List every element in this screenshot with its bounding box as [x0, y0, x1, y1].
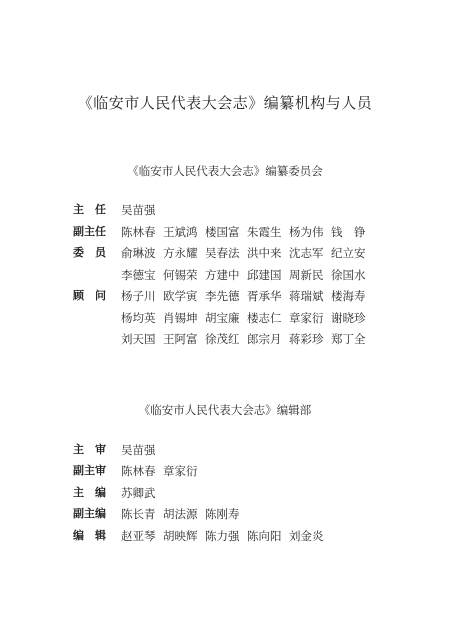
- person-name: 陈长青: [121, 507, 156, 521]
- person-name: 杨子川: [121, 289, 156, 303]
- person-name: 刘金炎: [289, 529, 324, 543]
- person-name: 肖锡坤: [163, 310, 198, 325]
- person-name: 刘天国: [121, 332, 156, 346]
- person-name: 章家衍: [163, 464, 198, 478]
- person-name: 周新民: [289, 267, 324, 282]
- person-name: 郎宗月: [247, 332, 282, 346]
- person-name: 陈向阳: [247, 529, 282, 543]
- person-name: 楼志仁: [247, 310, 282, 325]
- person-name: 赵亚琴: [121, 529, 156, 543]
- person-name: 徐茂红: [205, 332, 240, 346]
- person-name: 陈林春: [121, 464, 156, 478]
- role-label: 编 辑: [73, 529, 106, 542]
- role-label: 顾 问: [73, 289, 106, 302]
- role-label: 主 编: [73, 486, 106, 499]
- person-name: 邱建国: [247, 267, 282, 282]
- person-name: 苏卿武: [121, 486, 156, 500]
- role-label: 委 员: [73, 246, 106, 259]
- person-name: 李先德: [205, 289, 240, 303]
- person-name: 徐国水: [331, 267, 366, 282]
- person-name: 杨为伟: [289, 224, 324, 239]
- person-name: 欧学寅: [163, 289, 198, 303]
- person-name: 章家衍: [289, 310, 324, 325]
- person-name: 吴苗强: [121, 443, 156, 457]
- person-name: 李德宝: [121, 267, 156, 282]
- role-label: 副主审: [73, 464, 106, 477]
- committee-title: 《临安市人民代表大会志》编纂委员会: [127, 164, 323, 178]
- person-name: 朱霞生: [247, 224, 282, 239]
- role-label: 主 任: [73, 203, 106, 216]
- person-name: 蒋瑞斌: [289, 289, 324, 303]
- person-name: 楼国富: [205, 224, 240, 239]
- role-label: 副主任: [73, 224, 106, 238]
- person-name: 洪中来: [247, 246, 282, 260]
- person-name: 方永耀: [163, 246, 198, 260]
- person-name: 谢晓珍: [331, 310, 366, 325]
- person-name: 郑丁全: [331, 332, 366, 346]
- person-name: 陈刚寿: [205, 507, 240, 521]
- role-label: 主 审: [73, 443, 106, 456]
- person-name: 沈志军: [289, 246, 324, 260]
- person-name: 楼海寿: [331, 289, 366, 303]
- person-name: 胡映辉: [163, 529, 198, 543]
- person-name: 陈林春: [121, 224, 156, 239]
- person-name: 杨均英: [121, 310, 156, 325]
- person-name: 胡宝廉: [205, 310, 240, 325]
- person-name: 何锡荣: [163, 267, 198, 282]
- editorial-title: 《临安市人民代表大会志》编辑部: [138, 403, 312, 417]
- page-title: 《临安市人民代表大会志》编纂机构与人员: [77, 94, 373, 112]
- person-name: 陈力强: [205, 529, 240, 543]
- role-label: 副主编: [73, 507, 106, 520]
- person-name: 王斌鸿: [163, 224, 198, 239]
- person-name: 胥承华: [247, 289, 282, 303]
- person-name: 俞琳波: [121, 246, 156, 260]
- person-name: 吴苗强: [121, 203, 156, 217]
- person-name: 钱 铮: [331, 224, 366, 239]
- person-name: 蒋彩珍: [289, 332, 324, 346]
- person-name: 王阿富: [163, 332, 198, 346]
- person-name: 方建中: [205, 267, 240, 282]
- person-name: 纪立安: [331, 246, 366, 260]
- person-name: 胡法源: [163, 507, 198, 521]
- person-name: 吴春法: [205, 246, 240, 260]
